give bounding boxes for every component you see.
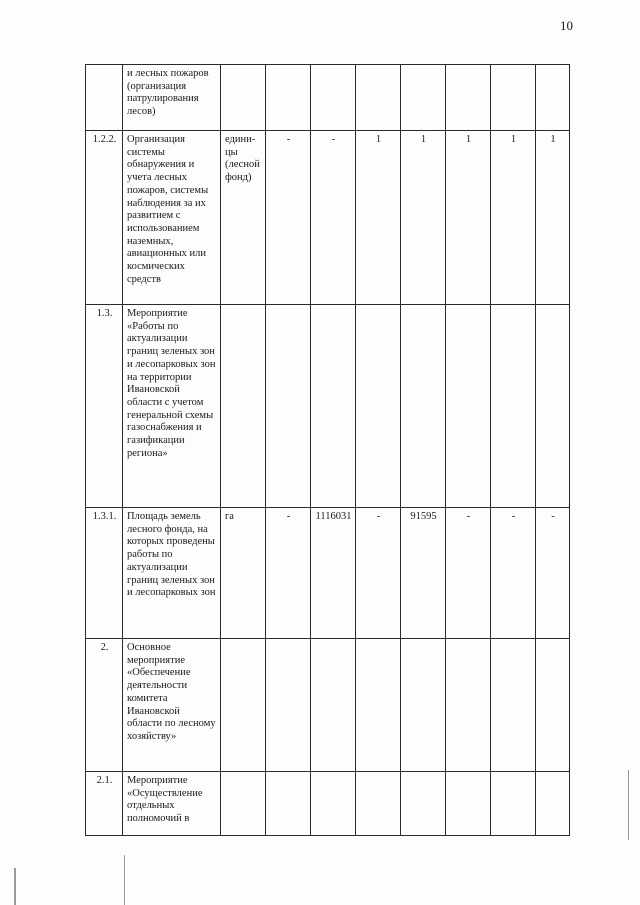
row-unit	[221, 639, 266, 772]
indicators-table	[85, 64, 570, 836]
row-value: 1	[356, 131, 401, 305]
table-row	[86, 639, 570, 772]
row-value	[356, 65, 401, 131]
row-number: 2.1.	[86, 772, 123, 836]
table-row	[86, 772, 570, 836]
row-name: и лесных пожаров (организация патрулирования лесов)	[123, 65, 221, 131]
table-row	[86, 305, 570, 508]
row-value	[491, 65, 536, 131]
row-value	[536, 639, 570, 772]
row-value	[446, 305, 491, 508]
row-value: -	[536, 508, 570, 639]
row-value	[311, 639, 356, 772]
row-value	[446, 65, 491, 131]
row-number: 2.	[86, 639, 123, 772]
row-value	[536, 305, 570, 508]
row-name: Мероприятие «Работы по актуализации границ зеленых зон и лесопарковых зон на территории Ивановской области с учетом генеральной схемы газоснабжения и газификации региона»	[123, 305, 221, 508]
row-name: Основное мероприятие «Обеспечение деятельности комитета Ивановской области по лесному хозяйству»	[123, 639, 221, 772]
row-value	[491, 305, 536, 508]
row-value	[356, 772, 401, 836]
row-unit	[221, 305, 266, 508]
scan-artifact-line	[14, 868, 16, 905]
row-number	[86, 65, 123, 131]
table-row	[86, 508, 570, 639]
row-value	[266, 65, 311, 131]
row-unit	[221, 772, 266, 836]
row-value	[536, 772, 570, 836]
row-value	[356, 639, 401, 772]
row-value: -	[491, 508, 536, 639]
row-unit: едини-цы (лесной фонд)	[221, 131, 266, 305]
row-value: -	[311, 131, 356, 305]
scan-artifact-line	[124, 855, 125, 905]
row-value	[536, 65, 570, 131]
row-value: 1116031	[311, 508, 356, 639]
row-name: Организация системы обнаружения и учета лесных пожаров, системы наблюдения за их развитием с использованием наземных, авиационных или космических средств	[123, 131, 221, 305]
row-value: 1	[401, 131, 446, 305]
page-number: 10	[560, 18, 573, 33]
row-value	[446, 639, 491, 772]
row-value	[401, 65, 446, 131]
row-value	[311, 65, 356, 131]
row-value: -	[446, 508, 491, 639]
row-unit	[221, 65, 266, 131]
row-value	[311, 772, 356, 836]
row-number: 1.3.	[86, 305, 123, 508]
row-value	[356, 305, 401, 508]
row-value	[401, 772, 446, 836]
row-value	[401, 305, 446, 508]
row-value	[401, 639, 446, 772]
row-unit: га	[221, 508, 266, 639]
table-row	[86, 131, 570, 305]
row-value	[266, 772, 311, 836]
row-name: Площадь земель лесного фонда, на которых проведены работы по актуализации границ зеленых зон и лесопарковых зон	[123, 508, 221, 639]
row-value: 1	[491, 131, 536, 305]
row-value: -	[266, 131, 311, 305]
row-number: 1.3.1.	[86, 508, 123, 639]
table-row	[86, 65, 570, 131]
row-value	[491, 772, 536, 836]
row-value	[266, 639, 311, 772]
scan-artifact-line	[628, 770, 629, 840]
row-name: Мероприятие «Осуществление отдельных полномочий в	[123, 772, 221, 836]
row-value	[491, 639, 536, 772]
row-value: 1	[536, 131, 570, 305]
row-value	[311, 305, 356, 508]
row-value: -	[266, 508, 311, 639]
row-value	[446, 772, 491, 836]
row-number: 1.2.2.	[86, 131, 123, 305]
row-value: -	[356, 508, 401, 639]
row-value: 1	[446, 131, 491, 305]
row-value: 91595	[401, 508, 446, 639]
row-value	[266, 305, 311, 508]
